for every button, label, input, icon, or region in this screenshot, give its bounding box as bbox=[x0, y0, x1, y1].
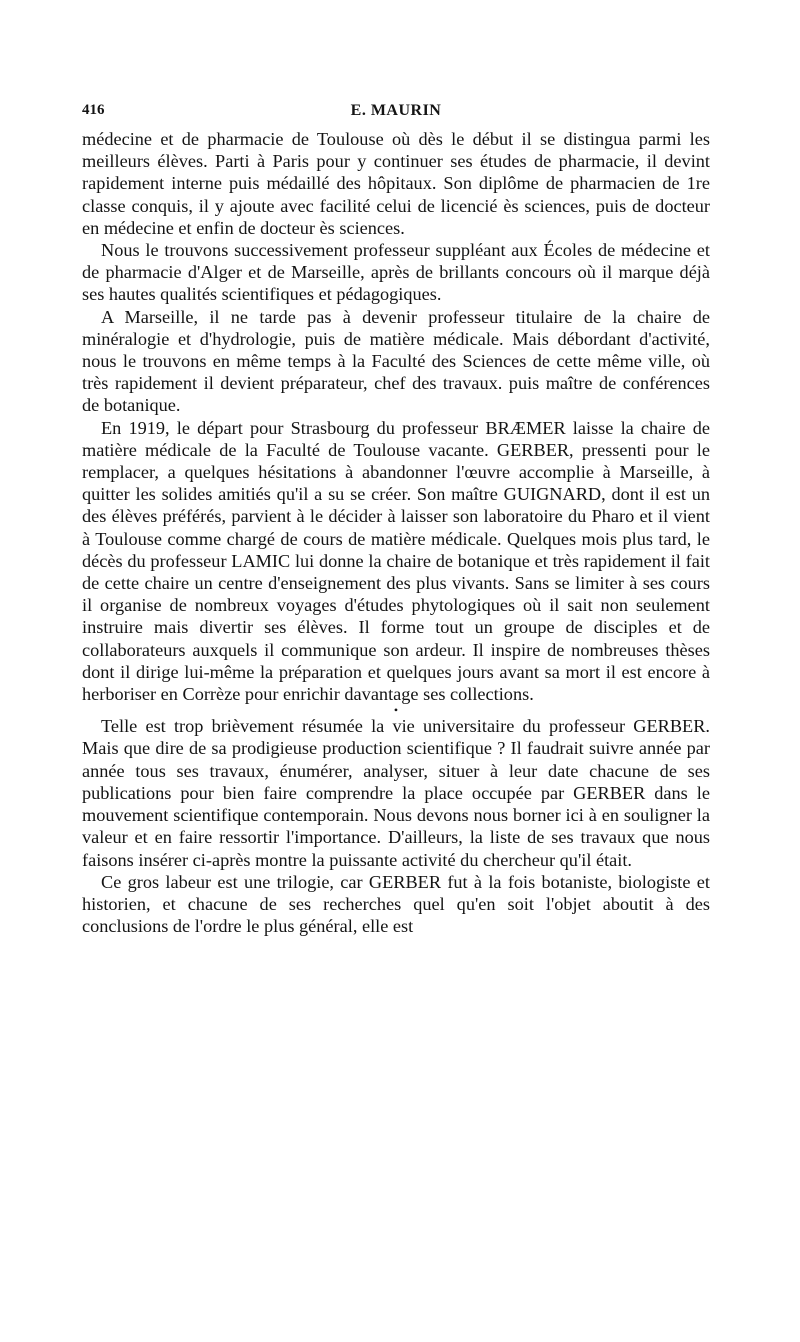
page-header bbox=[82, 96, 710, 126]
paragraph-6: Ce gros labeur est une trilogie, car GERBER fut à la fois botaniste, biologiste et historien, et chacune de ses recherches quel qu'en soit l'objet aboutit à des conclusions de l'ordre le plus général, elle est bbox=[82, 871, 710, 937]
paragraph-3: A Marseille, il ne tarde pas à devenir professeur titulaire de la chaire de minéralogie et d'hydrologie, puis de matière médicale. Mais débordant d'activité, nous le trouvons en même temps à la Faculté des Sciences de cette même ville, où très rapidement il devient préparateur, chef des travaux. puis maître de conférences de botanique. bbox=[82, 306, 710, 416]
running-title: E. MAURIN bbox=[350, 102, 442, 119]
stray-mark: • bbox=[393, 703, 399, 718]
paragraph-5: Telle est trop brièvement résumée la vie universitaire du professeur GERBER. Mais que dire de sa prodigieuse production scientifique ? Il faudrait suivre année par année tous ses travaux, énumérer, analyser, situer à leur date chacune de ses publications pour bien faire comprendre la place occupée par GERBER dans le mouvement scientifique contemporain. Nous devons nous borner ici à en souligner la valeur et en faire ressortir l'importance. D'ailleurs, la liste de ses travaux que nous faisons insérer ci-après montre la puissante activité du chercheur qu'il était. bbox=[82, 716, 710, 870]
document-page bbox=[82, 96, 710, 937]
paragraph-1: médecine et de pharmacie de Toulouse où dès le début il se distingua parmi les meilleurs élèves. Parti à Paris pour y continuer ses études de pharmacie, il devint rapidement interne puis médaillé des hôpitaux. Son diplôme de pharmacien de 1re classe conquis, il y ajoute avec facilité celui de licencié ès sciences, puis de docteur en médecine et enfin de docteur ès sciences. bbox=[82, 129, 710, 238]
paragraph-4: En 1919, le départ pour Strasbourg du professeur BRÆMER laisse la chaire de matière médicale de la Faculté de Toulouse vacante. GERBER, pressenti pour le remplacer, a quelques hésitations à abandonner l'œuvre accomplie à Marseille, à quitter les solides amitiés qu'il a su se créer. Son maître GUIGNARD, dont il est un des élèves préférés, parvient à le décider à laisser son laboratoire du Pharo et il vient à Toulouse comme chargé de cours de matière médicale. Quelques mois plus tard, le décès du professeur LAMIC lui donne la chaire de botanique et très rapidement il fait de cette chaire un centre d'enseignement des plus vivants. Sans se limiter à ses cours il organise de nombreux voyages d'études phytologiques où il sait non seulement instruire mais divertir ses élèves. Il forme tout un groupe de disciples et de collaborateurs auxquels il communique son ardeur. Il inspire de nombreuses thèses dont il dirige lui-même la préparation et quelques jours avant sa mort il est encore à herboriser en Corrèze pour enrichir davantage ses collections. bbox=[82, 417, 710, 705]
page-number: 416 bbox=[82, 102, 105, 118]
paragraph-2: Nous le trouvons successivement professeur suppléant aux Écoles de médecine et de pharmacie d'Alger et de Marseille, après de brillants concours où il marque déjà ses hautes qualités scientifiques et pédagogiques. bbox=[82, 240, 710, 305]
body-text bbox=[82, 128, 710, 937]
